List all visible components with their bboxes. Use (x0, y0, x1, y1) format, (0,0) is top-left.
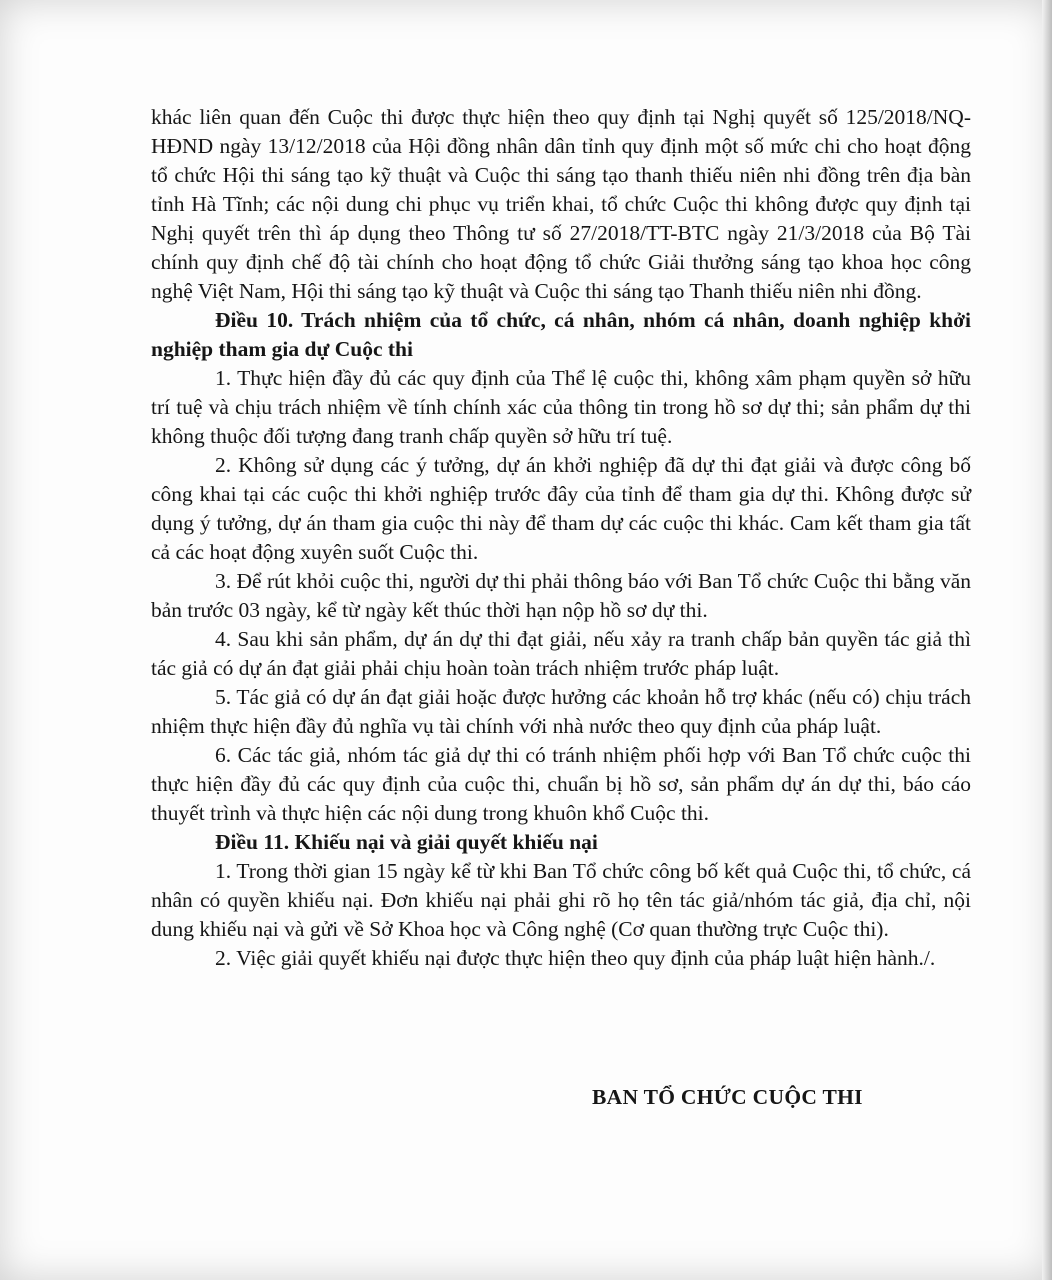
intro-paragraph: khác liên quan đến Cuộc thi được thực hiện theo quy định tại Nghị quyết số 125/2018/NQ-HĐND ngày 13/12/2018 của Hội đồng nhân dân tỉnh quy định một số mức chi cho hoạt động tổ chức Hội thi sáng tạo kỹ thuật và Cuộc thi sáng tạo thanh thiếu niên nhi đồng trên địa bàn tỉnh Hà Tĩnh; các nội dung chi phục vụ triển khai, tổ chức Cuộc thi không được quy định tại Nghị quyết trên thì áp dụng theo Thông tư số 27/2018/TT-BTC ngày 21/3/2018 của Bộ Tài chính quy định chế độ tài chính cho hoạt động tổ chức Giải thưởng sáng tạo khoa học công nghệ Việt Nam, Hội thi sáng tạo kỹ thuật và Cuộc thi sáng tạo Thanh thiếu niên nhi đồng. (151, 105, 971, 303)
article-10-item-1: 1. Thực hiện đầy đủ các quy định của Thể lệ cuộc thi, không xâm phạm quyền sở hữu trí tuệ và chịu trách nhiệm về tính chính xác của thông tin trong hồ sơ dự thi; sản phẩm dự thi không thuộc đối tượng đang tranh chấp quyền sở hữu trí tuệ. (151, 366, 971, 448)
document-body (151, 103, 971, 973)
signature-block: BAN TỔ CHỨC CUỘC THI (592, 1085, 863, 1109)
article-10-item-4: 4. Sau khi sản phẩm, dự án dự thi đạt giải, nếu xảy ra tranh chấp bản quyền tác giả thì tác giả có dự án đạt giải phải chịu hoàn toàn trách nhiệm trước pháp luật. (151, 627, 971, 680)
article-10-heading: Điều 10. Trách nhiệm của tổ chức, cá nhân, nhóm cá nhân, doanh nghiệp khởi nghiệp tham gia dự Cuộc thi (151, 308, 971, 361)
article-10-item-2: 2. Không sử dụng các ý tưởng, dự án khởi nghiệp đã dự thi đạt giải và được công bố công khai tại các cuộc thi khởi nghiệp trước đây của tỉnh để tham gia dự thi. Không được sử dụng ý tưởng, dự án tham gia cuộc thi này để tham dự các cuộc thi khác. Cam kết tham gia tất cả các hoạt động xuyên suốt Cuộc thi. (151, 453, 971, 564)
article-10-item-5: 5. Tác giả có dự án đạt giải hoặc được hưởng các khoản hỗ trợ khác (nếu có) chịu trách nhiệm thực hiện đầy đủ nghĩa vụ tài chính với nhà nước theo quy định của pháp luật. (151, 685, 971, 738)
article-11-item-1: 1. Trong thời gian 15 ngày kể từ khi Ban Tổ chức công bố kết quả Cuộc thi, tổ chức, cá nhân có quyền khiếu nại. Đơn khiếu nại phải ghi rõ họ tên tác giả/nhóm tác giả, địa chỉ, nội dung khiếu nại và gửi về Sở Khoa học và Công nghệ (Cơ quan thường trực Cuộc thi). (151, 859, 971, 941)
page-edge-shadow (1042, 0, 1052, 1280)
article-11-heading: Điều 11. Khiếu nại và giải quyết khiếu nại (215, 830, 598, 854)
article-10-item-3: 3. Để rút khỏi cuộc thi, người dự thi phải thông báo với Ban Tổ chức Cuộc thi bằng văn bản trước 03 ngày, kể từ ngày kết thúc thời hạn nộp hồ sơ dự thi. (151, 569, 971, 622)
article-11-item-2: 2. Việc giải quyết khiếu nại được thực hiện theo quy định của pháp luật hiện hành./. (215, 946, 936, 970)
article-10-item-6: 6. Các tác giả, nhóm tác giả dự thi có tránh nhiệm phối hợp với Ban Tổ chức cuộc thi thực hiện đầy đủ các quy định của cuộc thi, chuẩn bị hồ sơ, sản phẩm dự án dự thi, báo cáo thuyết trình và thực hiện các nội dung trong khuôn khổ Cuộc thi. (151, 743, 971, 825)
